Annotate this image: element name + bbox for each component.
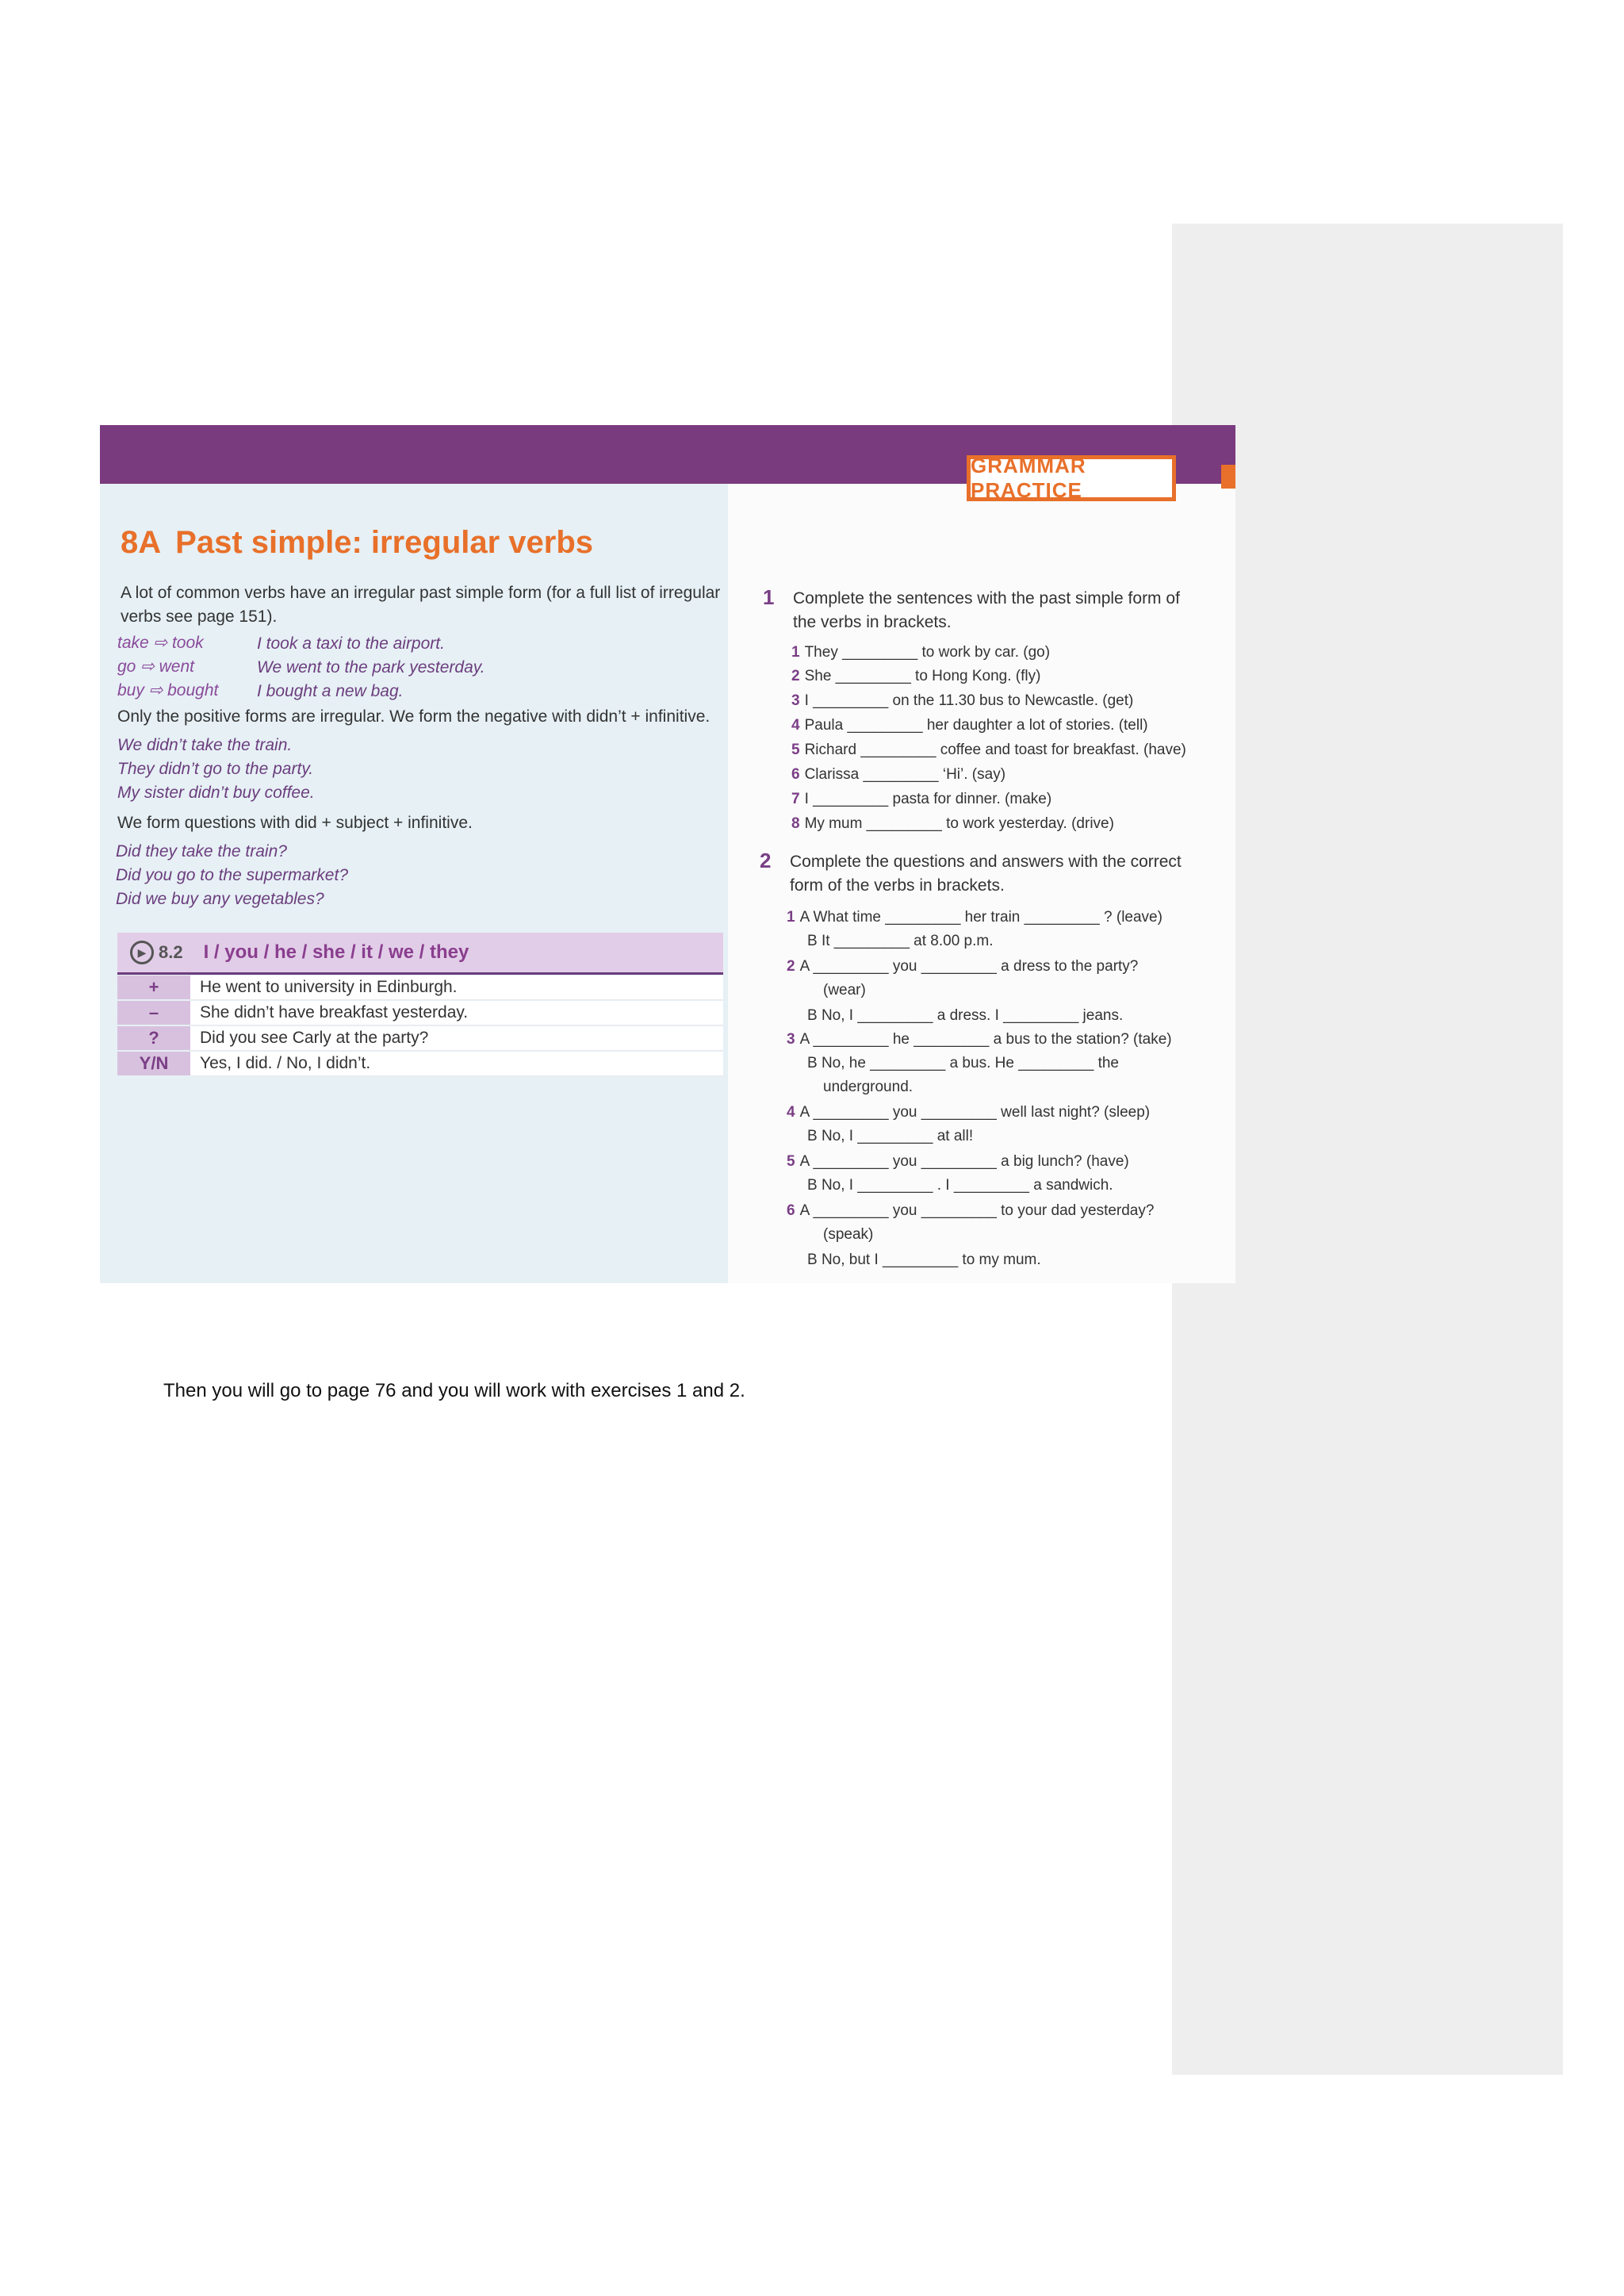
grammar-table-header xyxy=(117,933,723,972)
instruction-caption: Then you will go to page 76 and you will work with exercises 1 and 2. xyxy=(163,1380,745,1401)
exercise-1-item: 6 Clarissa _________ ‘Hi’. (say) xyxy=(791,766,1006,783)
exercise-1-item: 8 My mum _________ to work yesterday. (drive) xyxy=(791,815,1114,832)
example-sentence: I bought a new bag. xyxy=(257,682,404,700)
banner-tab xyxy=(1221,465,1235,489)
exercise-2-line: 3 A _________ he _________ a bus to the station? (take) xyxy=(787,1031,1172,1048)
table-row xyxy=(117,1052,723,1075)
audio-code: 8.2 xyxy=(159,942,183,962)
exercise-2-instruction: Complete the questions and answers with the correct xyxy=(790,853,1182,871)
table-title: I / you / he / she / it / we / they xyxy=(203,941,469,963)
question-rule: We form questions with did + subject + infinitive. xyxy=(117,814,473,832)
negative-rule: Only the positive forms are irregular. We form the negative with didn’t + infinitive. xyxy=(117,707,710,726)
exercise-2-line: 4 A _________ you _________ well last night? (sleep) xyxy=(787,1104,1151,1121)
play-icon[interactable]: ▶ xyxy=(130,941,154,964)
intro-text: verbs see page 151). xyxy=(121,608,278,626)
table-row xyxy=(117,976,723,999)
exercise-1-instruction: the verbs in brackets. xyxy=(793,613,952,631)
exercise-2-line: B No, but I _________ to my mum. xyxy=(807,1251,1041,1268)
example-verb: take ⇨ took xyxy=(117,634,204,652)
exercise-1-instruction: Complete the sentences with the past simple form of xyxy=(793,589,1180,608)
exercise-2-line: 1 A What time _________ her train _________ ? (leave) xyxy=(787,909,1162,926)
lesson-number: 8A xyxy=(121,525,162,560)
table-row xyxy=(117,1001,723,1025)
row-text: She didn’t have breakfast yesterday. xyxy=(190,1001,723,1025)
example-verb: go ⇨ went xyxy=(117,657,194,676)
question-example: Did they take the train? xyxy=(116,842,287,861)
row-symbol: + xyxy=(117,976,190,999)
grammar-practice-banner: GRAMMAR PRACTICE xyxy=(967,455,1176,501)
exercise-2-line: 6 A _________ you _________ to your dad yesterday? xyxy=(787,1202,1155,1219)
textbook-scan xyxy=(100,425,1235,1283)
lesson-title: Past simple: irregular verbs xyxy=(175,525,594,560)
exercise-1-item: 4 Paula _________ her daughter a lot of stories. (tell) xyxy=(791,717,1148,734)
table-row xyxy=(117,1026,723,1050)
exercise-2-line: (wear) xyxy=(823,982,866,999)
exercise-2-line: B No, I _________ a dress. I _________ jeans. xyxy=(807,1007,1124,1024)
example-sentence: I took a taxi to the airport. xyxy=(257,634,445,653)
question-example: Did you go to the supermarket? xyxy=(116,866,348,884)
exercise-2-line: underground. xyxy=(823,1079,914,1095)
exercise-2-line: B It _________ at 8.00 p.m. xyxy=(807,933,994,949)
lesson-heading xyxy=(121,525,593,561)
example-verb: buy ⇨ bought xyxy=(117,681,219,700)
negative-example: They didn’t go to the party. xyxy=(117,760,314,778)
exercise-2-line: 2 A _________ you _________ a dress to the party? xyxy=(787,958,1139,975)
row-text: Did you see Carly at the party? xyxy=(190,1026,723,1051)
example-sentence: We went to the park yesterday. xyxy=(257,658,485,677)
exercise-2-line: B No, he _________ a bus. He _________ the xyxy=(807,1055,1119,1071)
exercise-2-line: B No, I _________ . I _________ a sandwich. xyxy=(807,1177,1113,1194)
negative-example: We didn’t take the train. xyxy=(117,736,293,754)
intro-text: A lot of common verbs have an irregular past simple form (for a full list of irregular xyxy=(121,584,721,602)
row-text: Yes, I did. / No, I didn’t. xyxy=(190,1052,723,1076)
row-symbol: – xyxy=(117,1001,190,1025)
exercise-1-item: 5 Richard _________ coffee and toast for breakfast. (have) xyxy=(791,742,1186,758)
exercise-1-number: 1 xyxy=(763,585,775,609)
exercise-1-item: 2 She _________ to Hong Kong. (fly) xyxy=(791,668,1041,684)
exercise-2-number: 2 xyxy=(760,849,772,872)
row-symbol: ? xyxy=(117,1026,190,1050)
row-symbol: Y/N xyxy=(117,1052,190,1075)
exercise-1-item: 7 I _________ pasta for dinner. (make) xyxy=(791,791,1052,807)
exercise-2-line: B No, I _________ at all! xyxy=(807,1128,974,1144)
negative-example: My sister didn’t buy coffee. xyxy=(117,784,315,802)
question-example: Did we buy any vegetables? xyxy=(116,890,324,908)
exercise-2-instruction: form of the verbs in brackets. xyxy=(790,876,1005,895)
exercise-2-line: (speak) xyxy=(823,1226,874,1243)
exercise-1-item: 1 They _________ to work by car. (go) xyxy=(791,644,1051,661)
exercise-1-item: 3 I _________ on the 11.30 bus to Newcastle. (get) xyxy=(791,692,1134,709)
exercise-2-line: 5 A _________ you _________ a big lunch? (have) xyxy=(787,1153,1129,1170)
row-text: He went to university in Edinburgh. xyxy=(190,976,723,1000)
